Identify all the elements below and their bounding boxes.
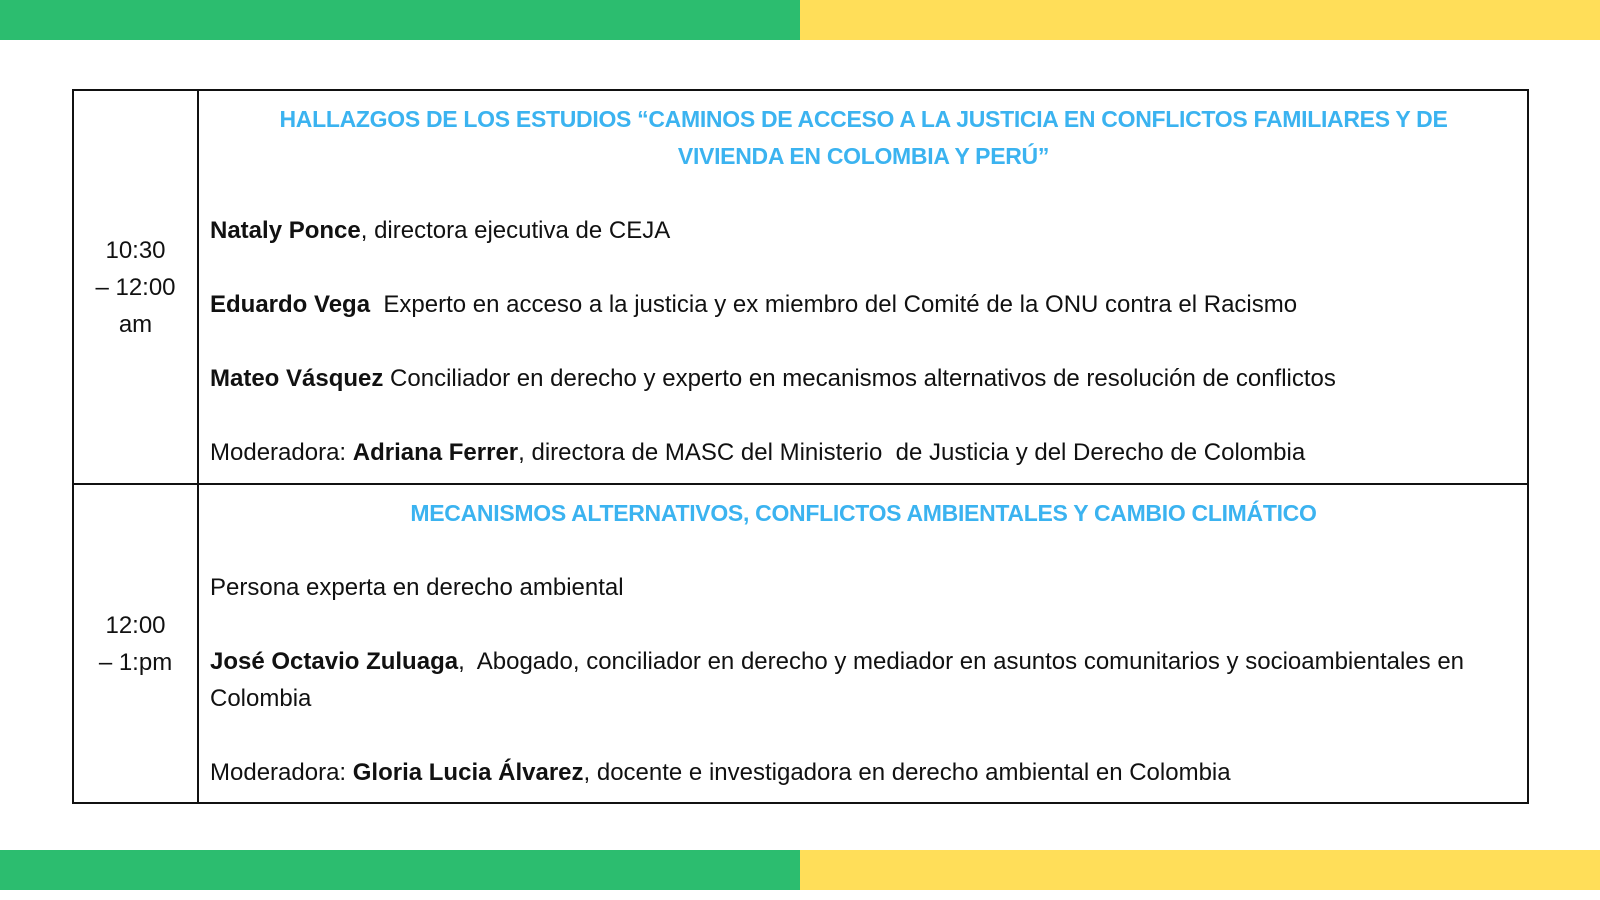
time-start: 10:30 — [105, 236, 166, 264]
content-cell-session-1 — [198, 90, 1528, 484]
time-start: 12:00 — [105, 611, 166, 639]
moderator-prefix: Moderadora: — [210, 759, 353, 786]
top-color-band — [0, 0, 1600, 40]
speaker-entry: Persona experta en derecho ambiental — [210, 574, 624, 601]
moderator-entry — [210, 754, 1517, 791]
moderator-prefix: Moderadora: — [210, 439, 353, 466]
agenda-row-session-2 — [73, 484, 1528, 803]
top-band-green — [0, 0, 800, 40]
speaker-name: Eduardo Vega — [210, 291, 371, 318]
moderator-entry — [210, 434, 1517, 471]
bottom-band-green — [0, 850, 800, 890]
moderator-name: Adriana Ferrer — [352, 439, 519, 466]
moderator-name: Gloria Lucia Álvarez — [352, 759, 584, 786]
speaker-name: José Octavio Zuluaga — [210, 648, 459, 675]
speaker-entry — [210, 286, 1517, 323]
bottom-color-band — [0, 850, 1600, 890]
speaker-role: , directora ejecutiva de CEJA — [360, 217, 671, 244]
agenda-row-session-1 — [73, 90, 1528, 484]
bottom-band-yellow — [800, 850, 1600, 890]
session-title — [210, 495, 1517, 532]
speaker-name: Mateo Vásquez — [210, 365, 384, 392]
speaker-entry — [210, 360, 1517, 397]
top-band-yellow — [800, 0, 1600, 40]
time-end: – 1:pm — [98, 648, 173, 676]
speaker-entry — [210, 643, 1517, 717]
moderator-role: , docente e investigadora en derecho ambiental en Colombia — [583, 759, 1231, 786]
speaker-name: Nataly Ponce — [210, 217, 361, 244]
time-end: – 12:00 — [95, 273, 176, 301]
agenda-table — [72, 89, 1529, 804]
session-title-line: MECANISMOS ALTERNATIVOS, CONFLICTOS AMBIENTALES Y CAMBIO CLIMÁTICO — [410, 500, 1317, 526]
time-cell-session-1 — [73, 90, 198, 484]
speaker-role: , Abogado, conciliador en derecho y mediador en asuntos comunitarios y socioambientales en Colombia — [210, 648, 1471, 712]
time-suffix: am — [118, 310, 153, 338]
time-cell-session-2 — [73, 484, 198, 803]
session-title-line: HALLAZGOS DE LOS ESTUDIOS “CAMINOS DE ACCESO A LA JUSTICIA EN CONFLICTOS FAMILIARES Y DE — [279, 106, 1448, 132]
moderator-role: , directora de MASC del Ministerio de Justicia y del Derecho de Colombia — [518, 439, 1306, 466]
content-cell-session-2 — [198, 484, 1528, 803]
speaker-entry — [210, 212, 1517, 249]
session-title — [210, 101, 1517, 175]
speaker-role: Experto en acceso a la justicia y ex miembro del Comité de la ONU contra el Racismo — [370, 291, 1298, 318]
session-title-line: VIVIENDA EN COLOMBIA Y PERÚ” — [677, 143, 1050, 169]
speaker-role: Conciliador en derecho y experto en mecanismos alternativos de resolución de conflictos — [383, 365, 1336, 392]
